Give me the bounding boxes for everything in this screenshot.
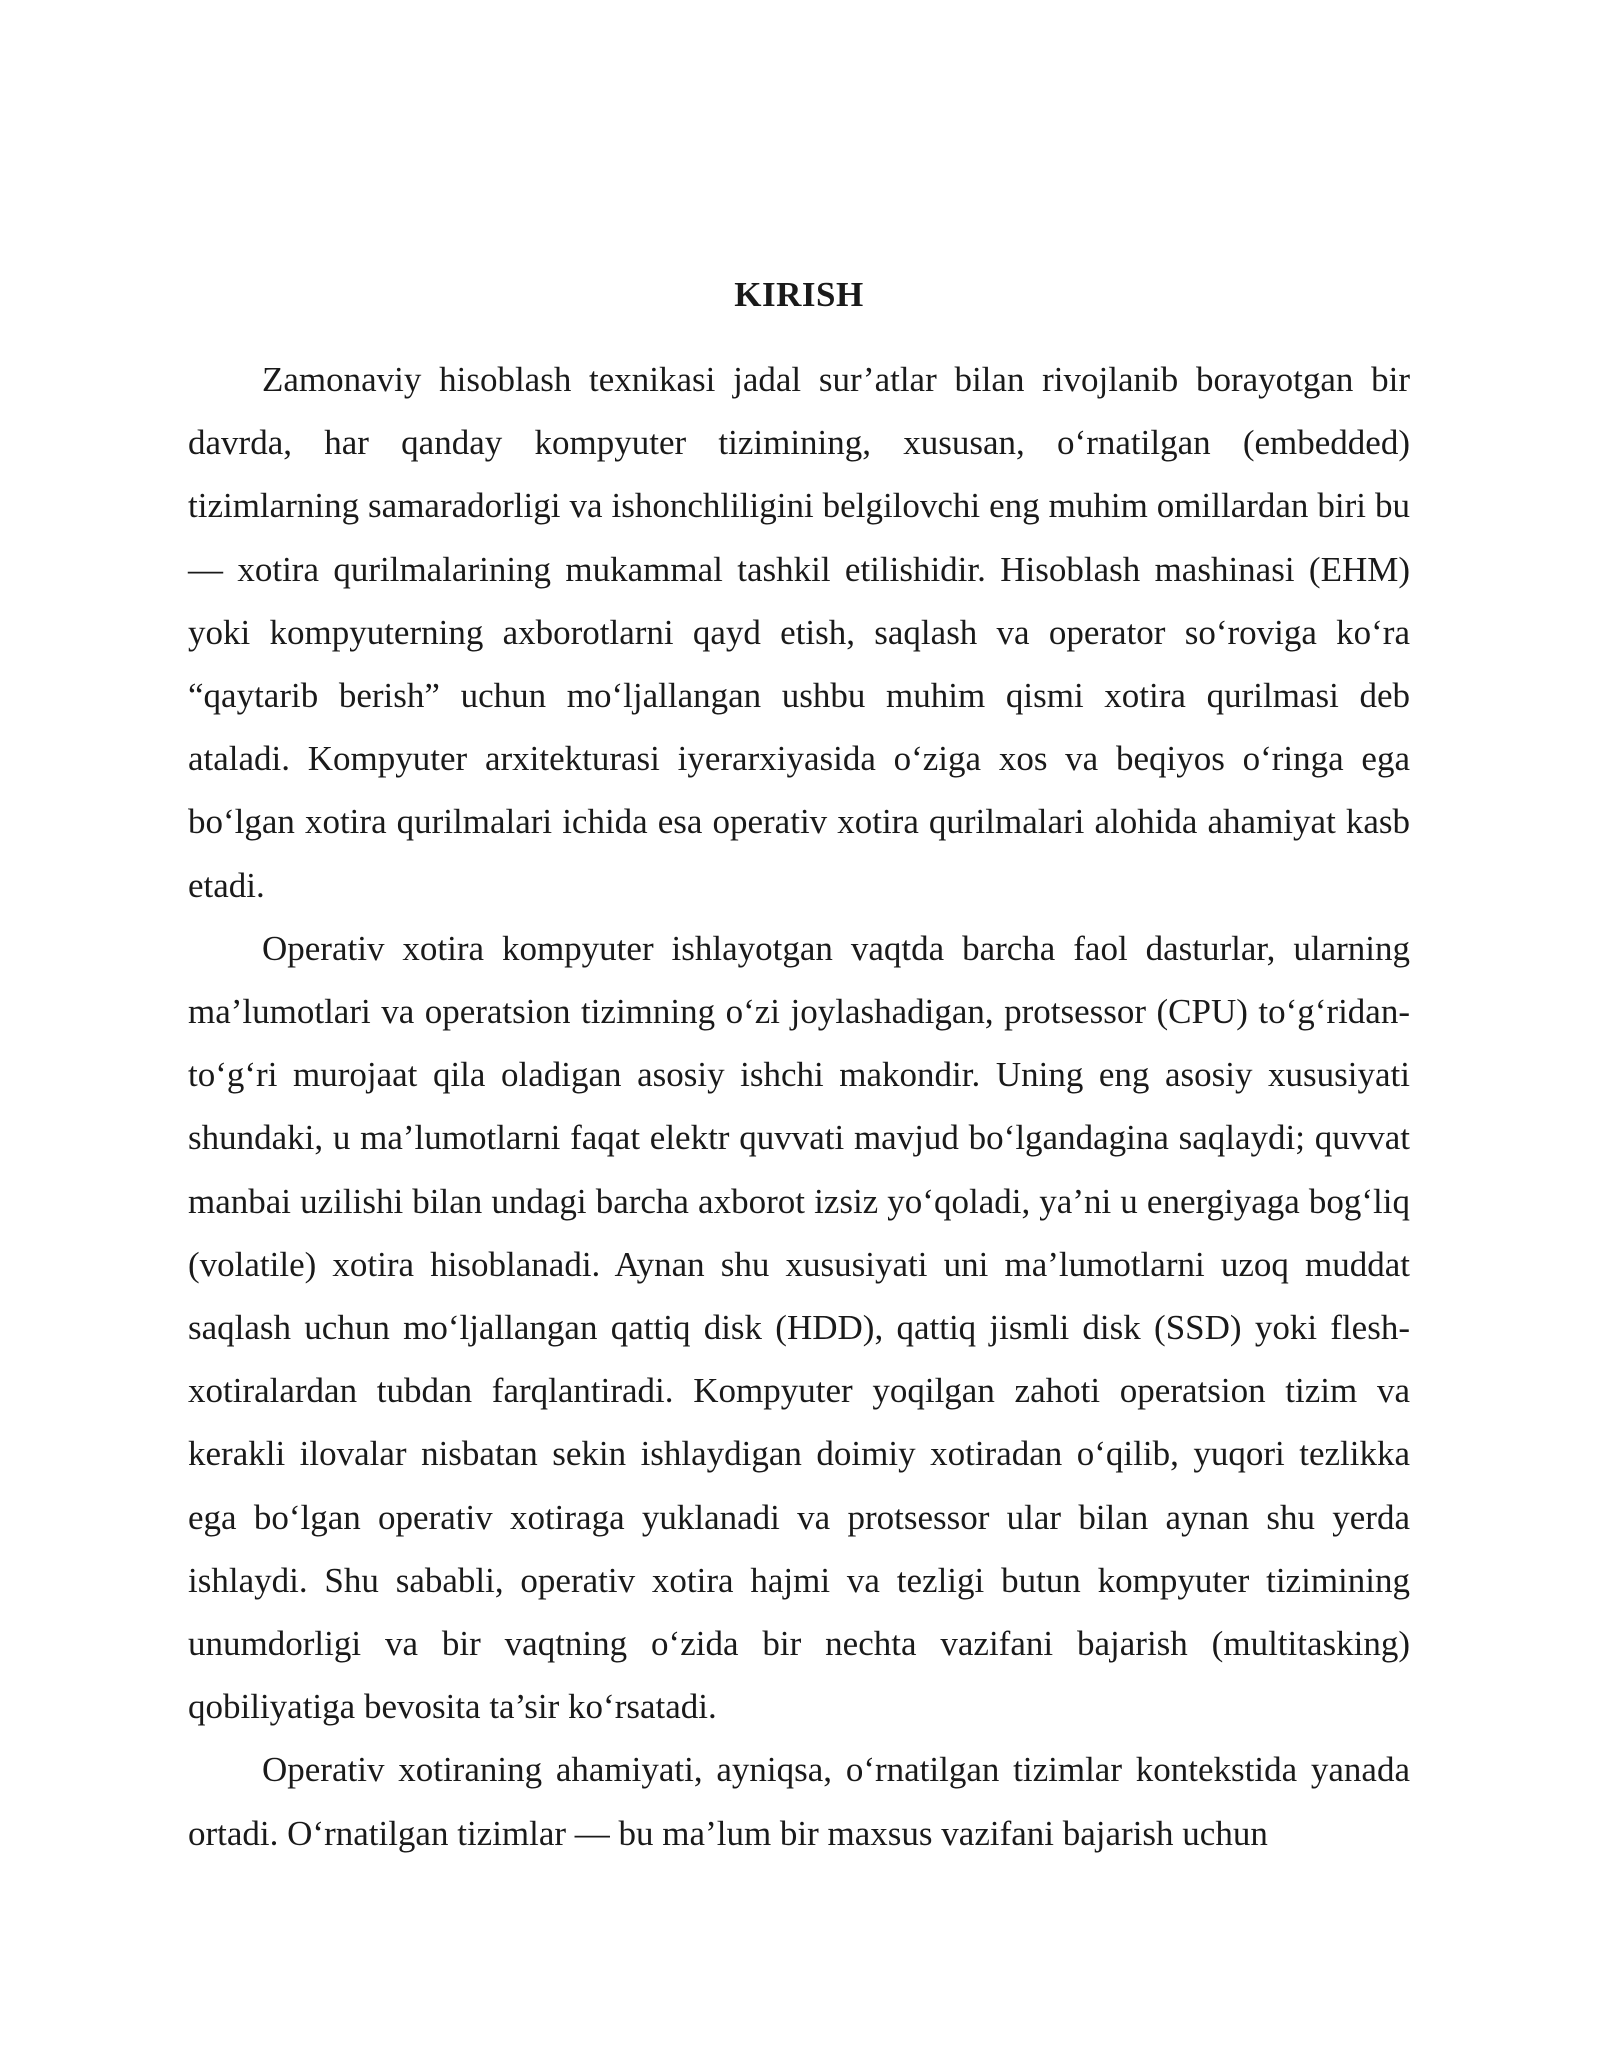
paragraph-2: Operativ xotira kompyuter ishlayotgan vaqtda barcha faol dasturlar, ularning ma’lumotlari va operatsion tizimning o‘zi joylashadigan, protsessor (CPU) to‘g‘ridan-to‘g‘ri murojaat qila oladigan asosiy ishchi makondir. Uning eng asosiy xususiyati shundaki, u ma’lumotlarni faqat elektr quvvati mavjud bo‘lgandagina saqlaydi; quvvat manbai uzilishi bilan undagi barcha axborot izsiz yo‘qoladi, ya’ni u energiyaga bog‘liq (volatile) xotira hisoblanadi. Aynan shu xususiyati uni ma’lumotlarni uzoq muddat saqlash uchun mo‘ljallangan qattiq disk (HDD), qattiq jismli disk (SSD) yoki flesh-xotiralardan tubdan farqlantiradi. Kompyuter yoqilgan zahoti operatsion tizim va kerakli ilovalar nisbatan sekin ishlaydigan doimiy xotiradan o‘qilib, yuqori tezlikka ega bo‘lgan operativ xotiraga yuklanadi va protsessor ular bilan aynan shu yerda ishlaydi. Shu sababli, operativ xotira hajmi va tezligi butun kompyuter tizimining unumdorligi va bir vaqtning o‘zida bir nechta vazifani bajarish (multitasking) qobiliyatiga bevosita ta’sir ko‘rsatadi. xyxy=(188,928,1410,1727)
section-title: KIRISH xyxy=(734,275,864,314)
paragraph-1: Zamonaviy hisoblash texnikasi jadal sur’atlar bilan rivojlanib borayotgan bir davrda, har qanday kompyuter tizimining, xususan, o‘rnatilgan (embedded) tizimlarning samaradorligi va ishonchliligini belgilovchi eng muhim omillardan biri bu — xotira qurilmalarining mukammal tashkil etilishidir. Hisoblash mashinasi (EHM) yoki kompyuterning axborotlarni qayd etish, saqlash va operator so‘roviga ko‘ra “qaytarib berish” uchun mo‘ljallangan ushbu muhim qismi xotira qurilmasi deb ataladi. Kompyuter arxitekturasi iyerarxiyasida o‘ziga xos va beqiyos o‘ringa ega bo‘lgan xotira qurilmalari ichida esa operativ xotira qurilmalari alohida ahamiyat kasb etadi. xyxy=(188,360,1410,905)
document-body xyxy=(188,268,1410,1865)
paragraph-3: Operativ xotiraning ahamiyati, ayniqsa, o‘rnatilgan tizimlar kontekstida yanada ortadi. O‘rnatilgan tizimlar — bu ma’lum bir maxsus vazifani bajarish uchun xyxy=(188,1750,1410,1853)
